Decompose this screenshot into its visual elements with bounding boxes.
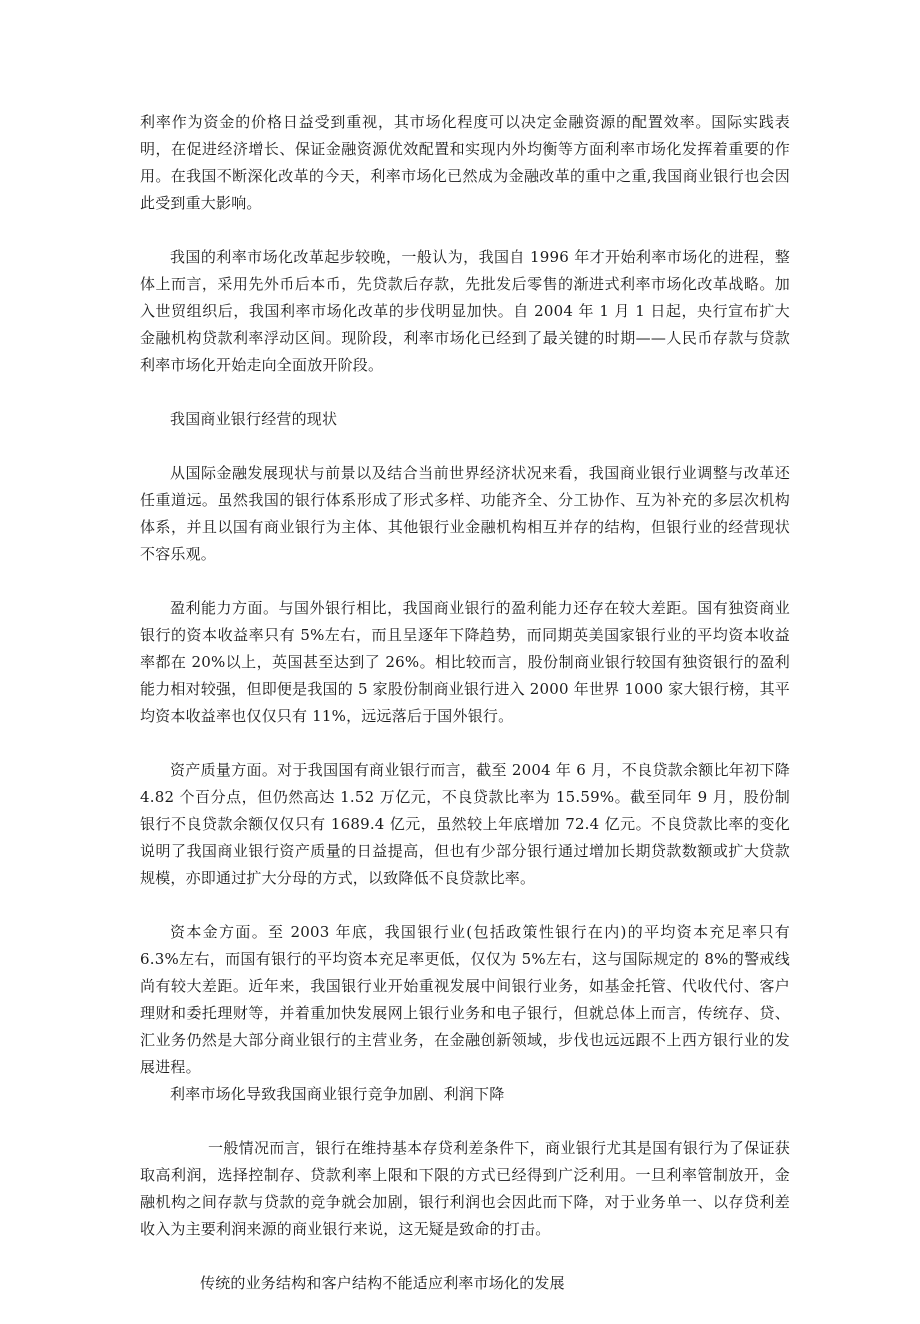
paragraph-profitability: 盈利能力方面。与国外银行相比，我国商业银行的盈利能力还存在较大差距。国有独资商业银行的资本收益率只有 5%左右，而且呈逐年下降趋势，而同期英美国家银行业的平均资本收益率都在 20%以上，英国甚至达到了 26%。相比较而言，股份制商业银行较国有独资银行的盈利能力相对较强，但即便是我国的 5 家股份制商业银行进入 2000 年世界 1000 家大银行榜，其平均资本收益率也仅仅只有 11%，远远落后于国外银行。 [140, 599, 790, 725]
document-body [140, 109, 790, 1324]
paragraph-reform-history: 我国的利率市场化改革起步较晚，一般认为，我国自 1996 年才开始利率市场化的进程，整体上而言，采用先外币后本币，先贷款后存款，先批发后零售的渐进式利率市场化改革战略。加入世贸组织后，我国利率市场化改革的步伐明显加快。自 2004 年 1 月 1 日起，央行宣布扩大金融机构贷款利率浮动区间。现阶段，利率市场化已经到了最关键的时期——人民币存款与贷款利率市场化开始走向全面放开阶段。 [140, 248, 790, 374]
paragraph-competition: 一般情况而言，银行在维持基本存贷利差条件下，商业银行尤其是国有银行为了保证获取高利润，选择控制存、贷款利率上限和下限的方式已经得到广泛利用。一旦利率管制放开，金融机构之间存款与贷款的竞争就会加剧，银行利润也会因此而下降，对于业务单一、以存贷利差收入为主要利润来源的商业银行来说，这无疑是致命的打击。 [140, 1139, 790, 1238]
paragraph-capital: 资本金方面。至 2003 年底，我国银行业(包括政策性银行在内)的平均资本充足率只有 6.3%左右，而国有银行的平均资本充足率更低，仅仅为 5%左右，这与国际规定的 8%的警戒线尚有较大差距。近年来，我国银行业开始重视发展中间银行业务，如基金托管、代收代付、客户理财和委托理财等，并着重加快发展网上银行业务和电子银行，但就总体上而言，传统存、贷、汇业务仍然是大部分商业银行的主营业务，在金融创新领域，步伐也远远跟不上西方银行业的发展进程。 [140, 923, 790, 1076]
section-heading-business-structure: 传统的业务结构和客户结构不能适应利率市场化的发展 [200, 1274, 565, 1292]
section-heading-bank-status: 我国商业银行经营的现状 [170, 410, 338, 428]
paragraph-bank-status: 从国际金融发展现状与前景以及结合当前世界经济状况来看，我国商业银行业调整与改革还任重道远。虽然我国的银行体系形成了形式多样、功能齐全、分工协作、互为补充的多层次机构体系，并且以国有商业银行为主体、其他银行业金融机构相互并存的结构，但银行业的经营现状不容乐观。 [140, 464, 790, 563]
paragraph-asset-quality: 资产质量方面。对于我国国有商业银行而言，截至 2004 年 6 月，不良贷款余额比年初下降 4.82 个百分点，但仍然高达 1.52 万亿元，不良贷款比率为 15.59%。截至同年 9 月，股份制银行不良贷款余额仅仅只有 1689.4 亿元，虽然较上年底增加 72.4 亿元。不良贷款比率的变化说明了我国商业银行资产质量的日益提高，但也有少部分银行通过增加长期贷款数额或扩大贷款规模，亦即通过扩大分母的方式，以致降低不良贷款比率。 [140, 761, 790, 887]
section-heading-competition: 利率市场化导致我国商业银行竞争加剧、利润下降 [170, 1085, 505, 1103]
paragraph-intro: 利率作为资金的价格日益受到重视，其市场化程度可以决定金融资源的配置效率。国际实践表明，在促进经济增长、保证金融资源优效配置和实现内外均衡等方面利率市场化发挥着重要的作用。在我国不断深化改革的今天，利率市场化已然成为金融改革的重中之重,我国商业银行也会因此受到重大影响。 [140, 113, 790, 212]
